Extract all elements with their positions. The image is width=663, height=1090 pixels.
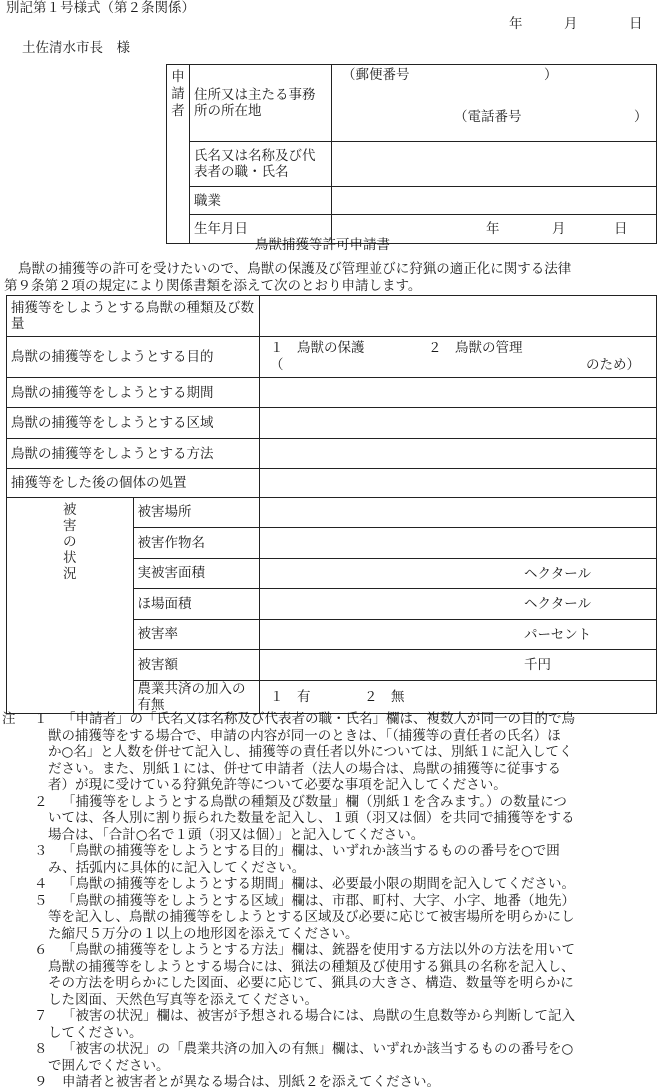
species-label: 捕獲等をしようとする鳥獣の種類及び数量 (7, 296, 260, 337)
note-line: 等を記入し、鳥獣の捕獲等をしようとする区域及び必要に応じて被害場所を明らかにし (48, 909, 575, 925)
note-line: 獣の捕獲等をする場合で、申請の内容が同一のときは、「（捕獲等の責任者の氏名）ほ (48, 727, 561, 744)
intro-line-2: 第９条第２項の規定により関係書類を添えて次のとおり申請します。 (4, 278, 422, 294)
note-number: ５ (34, 892, 48, 909)
purpose-field[interactable] (260, 337, 657, 378)
note-line: 「被害の状況」の「農業共済の加入の有無」欄は、いずれか該当するものの番号を○ (62, 1041, 574, 1057)
damage-label-char: 害 (63, 518, 77, 534)
hectare-unit: ヘクタール (524, 565, 591, 582)
period-field[interactable] (260, 378, 657, 408)
note-line: で囲んでください。 (48, 1057, 170, 1074)
purpose-option-2[interactable]: ２ 鳥獣の管理 (428, 340, 523, 356)
note-number: ７ (34, 1008, 48, 1024)
percent-unit: パーセント (524, 626, 592, 643)
form-title: 鳥獣捕獲等許可申請書 (255, 237, 390, 253)
phone-close: ） (634, 109, 648, 125)
hectare-unit: ヘクタール (524, 595, 591, 612)
applicant-label-char: 申 (171, 69, 185, 85)
note-number: ４ (34, 876, 48, 892)
disposal-field[interactable] (260, 469, 657, 498)
note-line: してください。 (48, 1024, 143, 1041)
purpose-close: のため） (586, 357, 640, 373)
addressee: 土佐清水市長 様 (22, 40, 130, 56)
method-label: 鳥獣の捕獲等をしようとする方法 (7, 439, 260, 469)
damage-place-field[interactable] (260, 498, 657, 528)
birth-year-label: 年 (486, 221, 500, 237)
note-line: 申請者と被害者とが異なる場合は、別紙２を添えてください。 (62, 1074, 440, 1090)
damage-label-char: 状 (63, 550, 77, 566)
note-line: か○名」と人数を併せて記入し、捕獲等の責任者以外については、別紙１に記入してく (48, 744, 573, 760)
note-line: 鳥獣の捕獲等をしようとする場合には、猟法の種類及び使用する猟具の名称を記入し、 (48, 958, 575, 975)
applicant-table (166, 64, 657, 244)
note-line: み、括弧内に具体的に記入してください。 (48, 859, 306, 876)
applicant-label-char: 請 (171, 86, 185, 102)
note-line: 「鳥獣の捕獲等をしようとする方法」欄は、銃器を使用する方法以外の方法を用いて (62, 942, 575, 958)
species-field[interactable] (260, 296, 657, 337)
damage-amount-field[interactable] (260, 650, 657, 681)
note-line: ださい。また、別紙１には、併せて申請者（法人の場合は、鳥獣の捕獲等に従事する (48, 760, 561, 777)
intro-line-1: 鳥獣の捕獲等の許可を受けたいので、鳥獣の保護及び管理並びに狩猟の適正化に関する法律 (18, 261, 572, 277)
application-table (6, 295, 657, 714)
damage-place-label: 被害場所 (133, 498, 260, 528)
note-line: 者）が現に受けている狩猟免許等について必要な事項を記入してください。 (48, 777, 507, 793)
address-field[interactable] (332, 65, 657, 142)
damage-rate-field[interactable] (260, 620, 657, 650)
birth-day-label: 日 (614, 221, 628, 237)
actual-area-field[interactable] (260, 559, 657, 589)
note-number: ３ (34, 843, 48, 859)
note-line: 「申請者」の「氏名又は名称及び代表者の職・氏名」欄は、複数人が同一の目的で鳥 (62, 711, 575, 727)
insurance-label: 農業共済の加入の有無 (133, 681, 260, 714)
address-label: 住所又は主たる事務所の所在地 (190, 65, 332, 142)
phone-label: （電話番号 (454, 109, 522, 125)
purpose-label: 鳥獣の捕獲等をしようとする目的 (7, 337, 260, 378)
method-field[interactable] (260, 439, 657, 469)
damage-label-char: の (63, 534, 77, 550)
note-line: 「鳥獣の捕獲等をしようとする目的」欄は、いずれか該当するものの番号を○で囲 (62, 843, 560, 859)
note-number: １ (34, 711, 48, 727)
occupation-label: 職業 (190, 187, 332, 215)
note-line: いては、各人別に割り振られた数量を記入し、１頭（羽又は個）を共同で捕獲等をする (48, 810, 575, 826)
birth-month-label: 月 (552, 221, 566, 237)
area-label: 鳥獣の捕獲等をしようとする区域 (7, 408, 260, 439)
disposal-label: 捕獲等をした後の個体の処置 (7, 469, 260, 498)
period-label: 鳥獣の捕獲等をしようとする期間 (7, 378, 260, 408)
note-line: 場合は、「合計○名で１頭（羽又は個）」と記入してください。 (48, 826, 425, 843)
postal-close: ） (544, 67, 558, 83)
note-line: 「鳥獣の捕獲等をしようとする区域」欄は、市郡、町村、大字、小字、地番（地先） (62, 892, 575, 909)
actual-area-label: 実被害面積 (133, 559, 260, 589)
area-field[interactable] (260, 408, 657, 439)
purpose-open-paren: （ (270, 357, 284, 373)
damage-crops-label: 被害作物名 (133, 528, 260, 559)
thousand-yen-unit: 千円 (524, 656, 551, 673)
note-number: ２ (34, 793, 48, 810)
damage-label-char: 被 (63, 502, 77, 518)
note-line: その方法を明らかにした図面、必要に応じて、猟具の大きさ、構造、数量等を明らかに (48, 975, 574, 991)
note-line: 「被害の状況」欄は、被害が予想される場合には、鳥獣の生息数等から判断して記入 (62, 1008, 575, 1024)
note-line: た縮尺５万分の１以上の地形図を添えてください。 (48, 925, 359, 942)
insurance-no-option[interactable]: ２ 無 (364, 689, 405, 706)
note-number: ８ (34, 1041, 48, 1057)
form-id: 別記第１号様式（第２条関係） (6, 0, 195, 16)
damage-label-char: 況 (63, 566, 77, 582)
applicant-section-label (167, 65, 190, 244)
damage-crops-field[interactable] (260, 528, 657, 559)
note-number: ９ (34, 1074, 48, 1090)
date-day-label: 日 (629, 16, 643, 32)
date-month-label: 月 (564, 16, 578, 32)
occupation-field[interactable] (332, 187, 657, 215)
insurance-yes-option[interactable]: １ 有 (270, 689, 311, 706)
notes-heading: 注 (2, 711, 16, 727)
name-field[interactable] (332, 142, 657, 187)
applicant-label-char: 者 (171, 103, 185, 119)
postal-label: （郵便番号 (342, 67, 410, 83)
insurance-field[interactable] (260, 681, 657, 714)
damage-amount-label: 被害額 (133, 650, 260, 681)
damage-section-label (7, 498, 134, 714)
purpose-option-1[interactable]: １ 鳥獣の保護 (270, 340, 365, 356)
field-area-label: ほ場面積 (133, 589, 260, 620)
note-line: 「捕獲等をしようとする鳥獣の種類及び数量」欄（別紙１を含みます。）の数量につ (62, 793, 567, 810)
note-number: ６ (34, 942, 48, 958)
field-area-field[interactable] (260, 589, 657, 620)
birthdate-label: 生年月日 (190, 215, 332, 244)
name-label: 氏名又は名称及び代表者の職・氏名 (190, 142, 332, 187)
date-year-label: 年 (509, 16, 523, 32)
note-line: した図面、天然色写真等を添えてください。 (48, 991, 318, 1008)
damage-rate-label: 被害率 (133, 620, 260, 650)
note-line: 「鳥獣の捕獲等をしようとする期間」欄は、必要最小限の期間を記入してください。 (62, 876, 575, 892)
